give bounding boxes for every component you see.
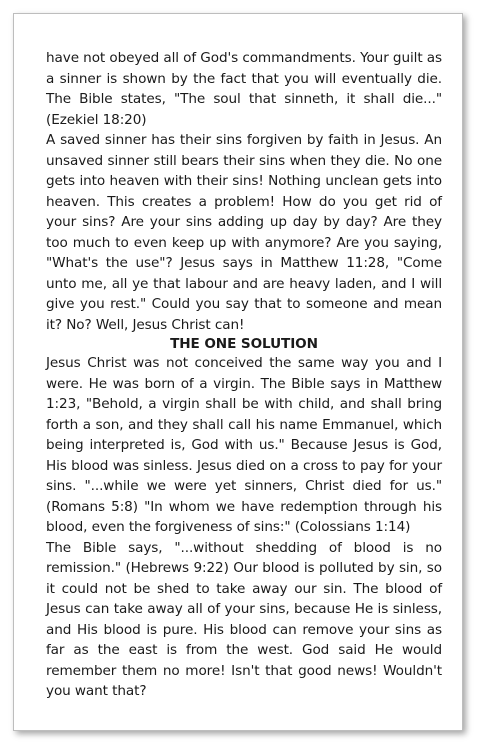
section-heading: THE ONE SOLUTION bbox=[170, 336, 318, 352]
page-content bbox=[46, 48, 442, 702]
document-page bbox=[13, 13, 463, 731]
paragraph-guilt: have not obeyed all of God's commandments. Your guilt as a sinner is shown by the fact that you will eventually die. The Bible states, "The soul that sinneth, it shall die..." (Ezekiel 18:20) bbox=[46, 50, 442, 128]
paragraph-blood: The Bible says, "...without shedding of blood is no remission." (Hebrews 9:22) Our blood is polluted by sin, so it could not be shed to take away our sin. The blood of Jesus can take away all of your sins, because He is sinless, and His blood is pure. His blood can remove your sins as far as the east is from the west. God said He would remember them no more! Isn't that good news! Wouldn't you want that? bbox=[46, 539, 442, 699]
paragraph-saved-sinner: A saved sinner has their sins forgiven by faith in Jesus. An unsaved sinner still bears their sins when they die. No one gets into heaven with their sins! Nothing unclean gets into heaven. This creates a problem! How do you get rid of your sins? Are your sins adding up day by day? Are they too much to even keep up with anymore? Are you saying, "What's the use"? Jesus says in Matthew 11:28, "Come unto me, all ye that labour and are heavy laden, and I will give you rest." Could you say that to someone and mean it? No? Well, Jesus Christ can! bbox=[46, 132, 442, 333]
paragraph-virgin-birth: Jesus Christ was not conceived the same way you and I were. He was born of a virgin. The Bible says in Matthew 1:23, "Behold, a virgin shall be with child, and shall bring forth a son, and they shall call his name Emmanuel, which being interpreted is, God with us." Because Jesus is God, His blood was sinless. Jesus died on a cross to pay for your sins. "...while we were yet sinners, Christ died for us." (Romans 5:8) "In whom we have redemption through his blood, even the forgiveness of sins:" (Colossians 1:14) bbox=[46, 355, 442, 535]
